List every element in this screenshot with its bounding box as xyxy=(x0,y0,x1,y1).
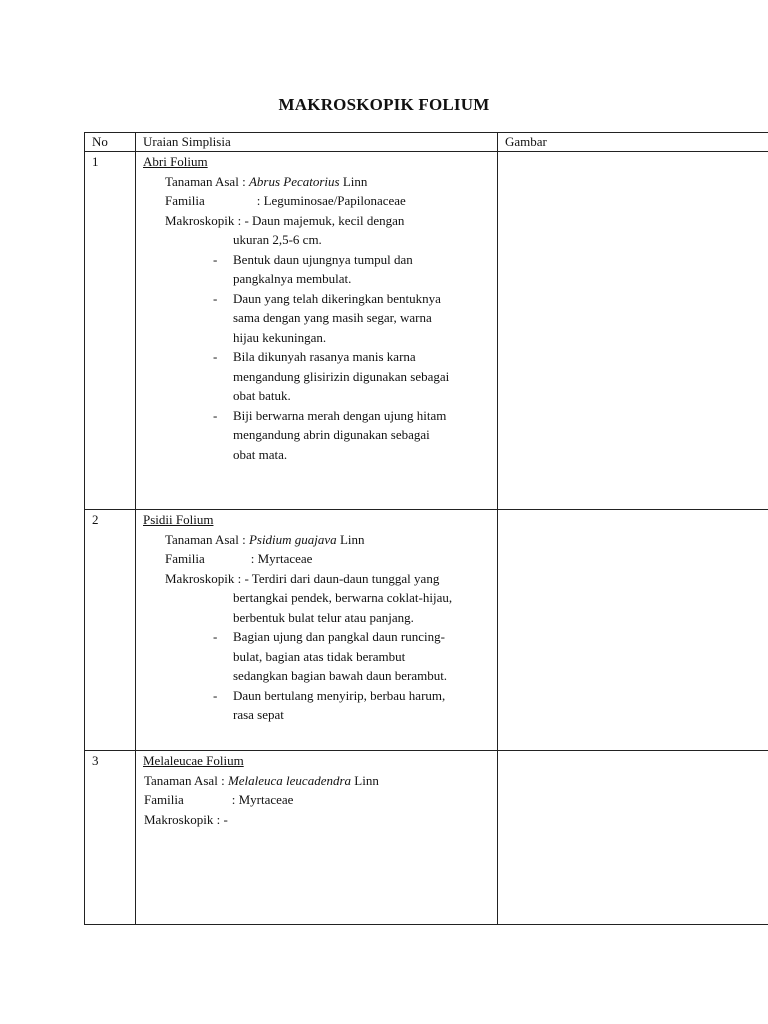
makroskopik-line: Makroskopik : - xyxy=(144,811,228,827)
simplisia-name: Melaleucae Folium xyxy=(143,753,244,768)
table-row xyxy=(85,751,768,925)
list-item: - Daun yang telah dikeringkan bentuknya sama dengan yang masih segar, warna hijau kekuningan. xyxy=(213,290,441,345)
species-name: Abrus Pecatorius xyxy=(248,173,340,189)
tanaman-asal-line: Tanaman Asal : Abrus Pecatorius Linn xyxy=(165,173,368,189)
tanaman-asal-line: Tanaman Asal : Psidium guajava Linn xyxy=(165,531,365,547)
familia-line: Familia : Leguminosae/Papilonaceae xyxy=(165,193,406,208)
list-item: - Bila dikunyah rasanya manis karna mengandung glisirizin digunakan sebagai obat batuk. xyxy=(213,349,450,403)
list-item: - Bagian ujung dan pangkal daun runcing- bulat, bagian atas tidak berambut sedangkan bagian bawah daun berambut. xyxy=(213,629,448,683)
tanaman-asal-line: Tanaman Asal : Melaleuca leucadendra Linn xyxy=(144,772,379,788)
table-row xyxy=(85,152,768,510)
list-item: - Biji berwarna merah dengan ujung hitam mengandung abrin digunakan sebagai obat mata. xyxy=(213,407,447,462)
list-item: - Bentuk daun ujungnya tumpul dan pangkalnya membulat. xyxy=(213,251,413,286)
uraian-cell xyxy=(136,152,498,510)
header-no: No xyxy=(85,133,136,152)
list-item: - Daun bertulang menyirip, berbau harum, rasa sepat xyxy=(213,687,446,722)
header-uraian: Uraian Simplisia xyxy=(136,133,498,152)
makroskopik-continuation: bertangkai pendek, berwarna coklat-hijau, xyxy=(233,590,453,605)
row-number: 2 xyxy=(85,510,136,751)
makroskopik-line: Makroskopik : - Terdiri dari daun-daun tunggal yang xyxy=(165,570,440,586)
table-header-row xyxy=(85,133,768,152)
simplisia-table xyxy=(84,132,768,925)
gambar-cell xyxy=(498,510,768,751)
uraian-cell xyxy=(136,751,498,925)
gambar-cell xyxy=(498,152,768,510)
header-gambar: Gambar xyxy=(498,133,768,152)
document-title: MAKROSKOPIK FOLIUM xyxy=(278,95,490,114)
row-number: 3 xyxy=(85,751,136,925)
makroskopik-continuation: berbentuk bulat telur atau panjang. xyxy=(233,609,414,625)
simplisia-name: Psidii Folium xyxy=(143,512,214,527)
species-name: Psidium guajava xyxy=(248,531,337,547)
uraian-cell xyxy=(136,510,498,751)
row-number: 1 xyxy=(85,152,136,510)
makroskopik-line: Makroskopik : - Daun majemuk, kecil dengan xyxy=(165,212,405,228)
table-row xyxy=(85,510,768,751)
simplisia-name: Abri Folium xyxy=(143,154,208,169)
familia-line: Familia : Myrtaceae xyxy=(144,792,294,807)
makroskopik-continuation: ukuran 2,5-6 cm. xyxy=(233,232,322,247)
gambar-cell xyxy=(498,751,768,925)
species-name: Melaleuca leucadendra xyxy=(227,772,352,788)
familia-line: Familia : Myrtaceae xyxy=(165,551,313,566)
